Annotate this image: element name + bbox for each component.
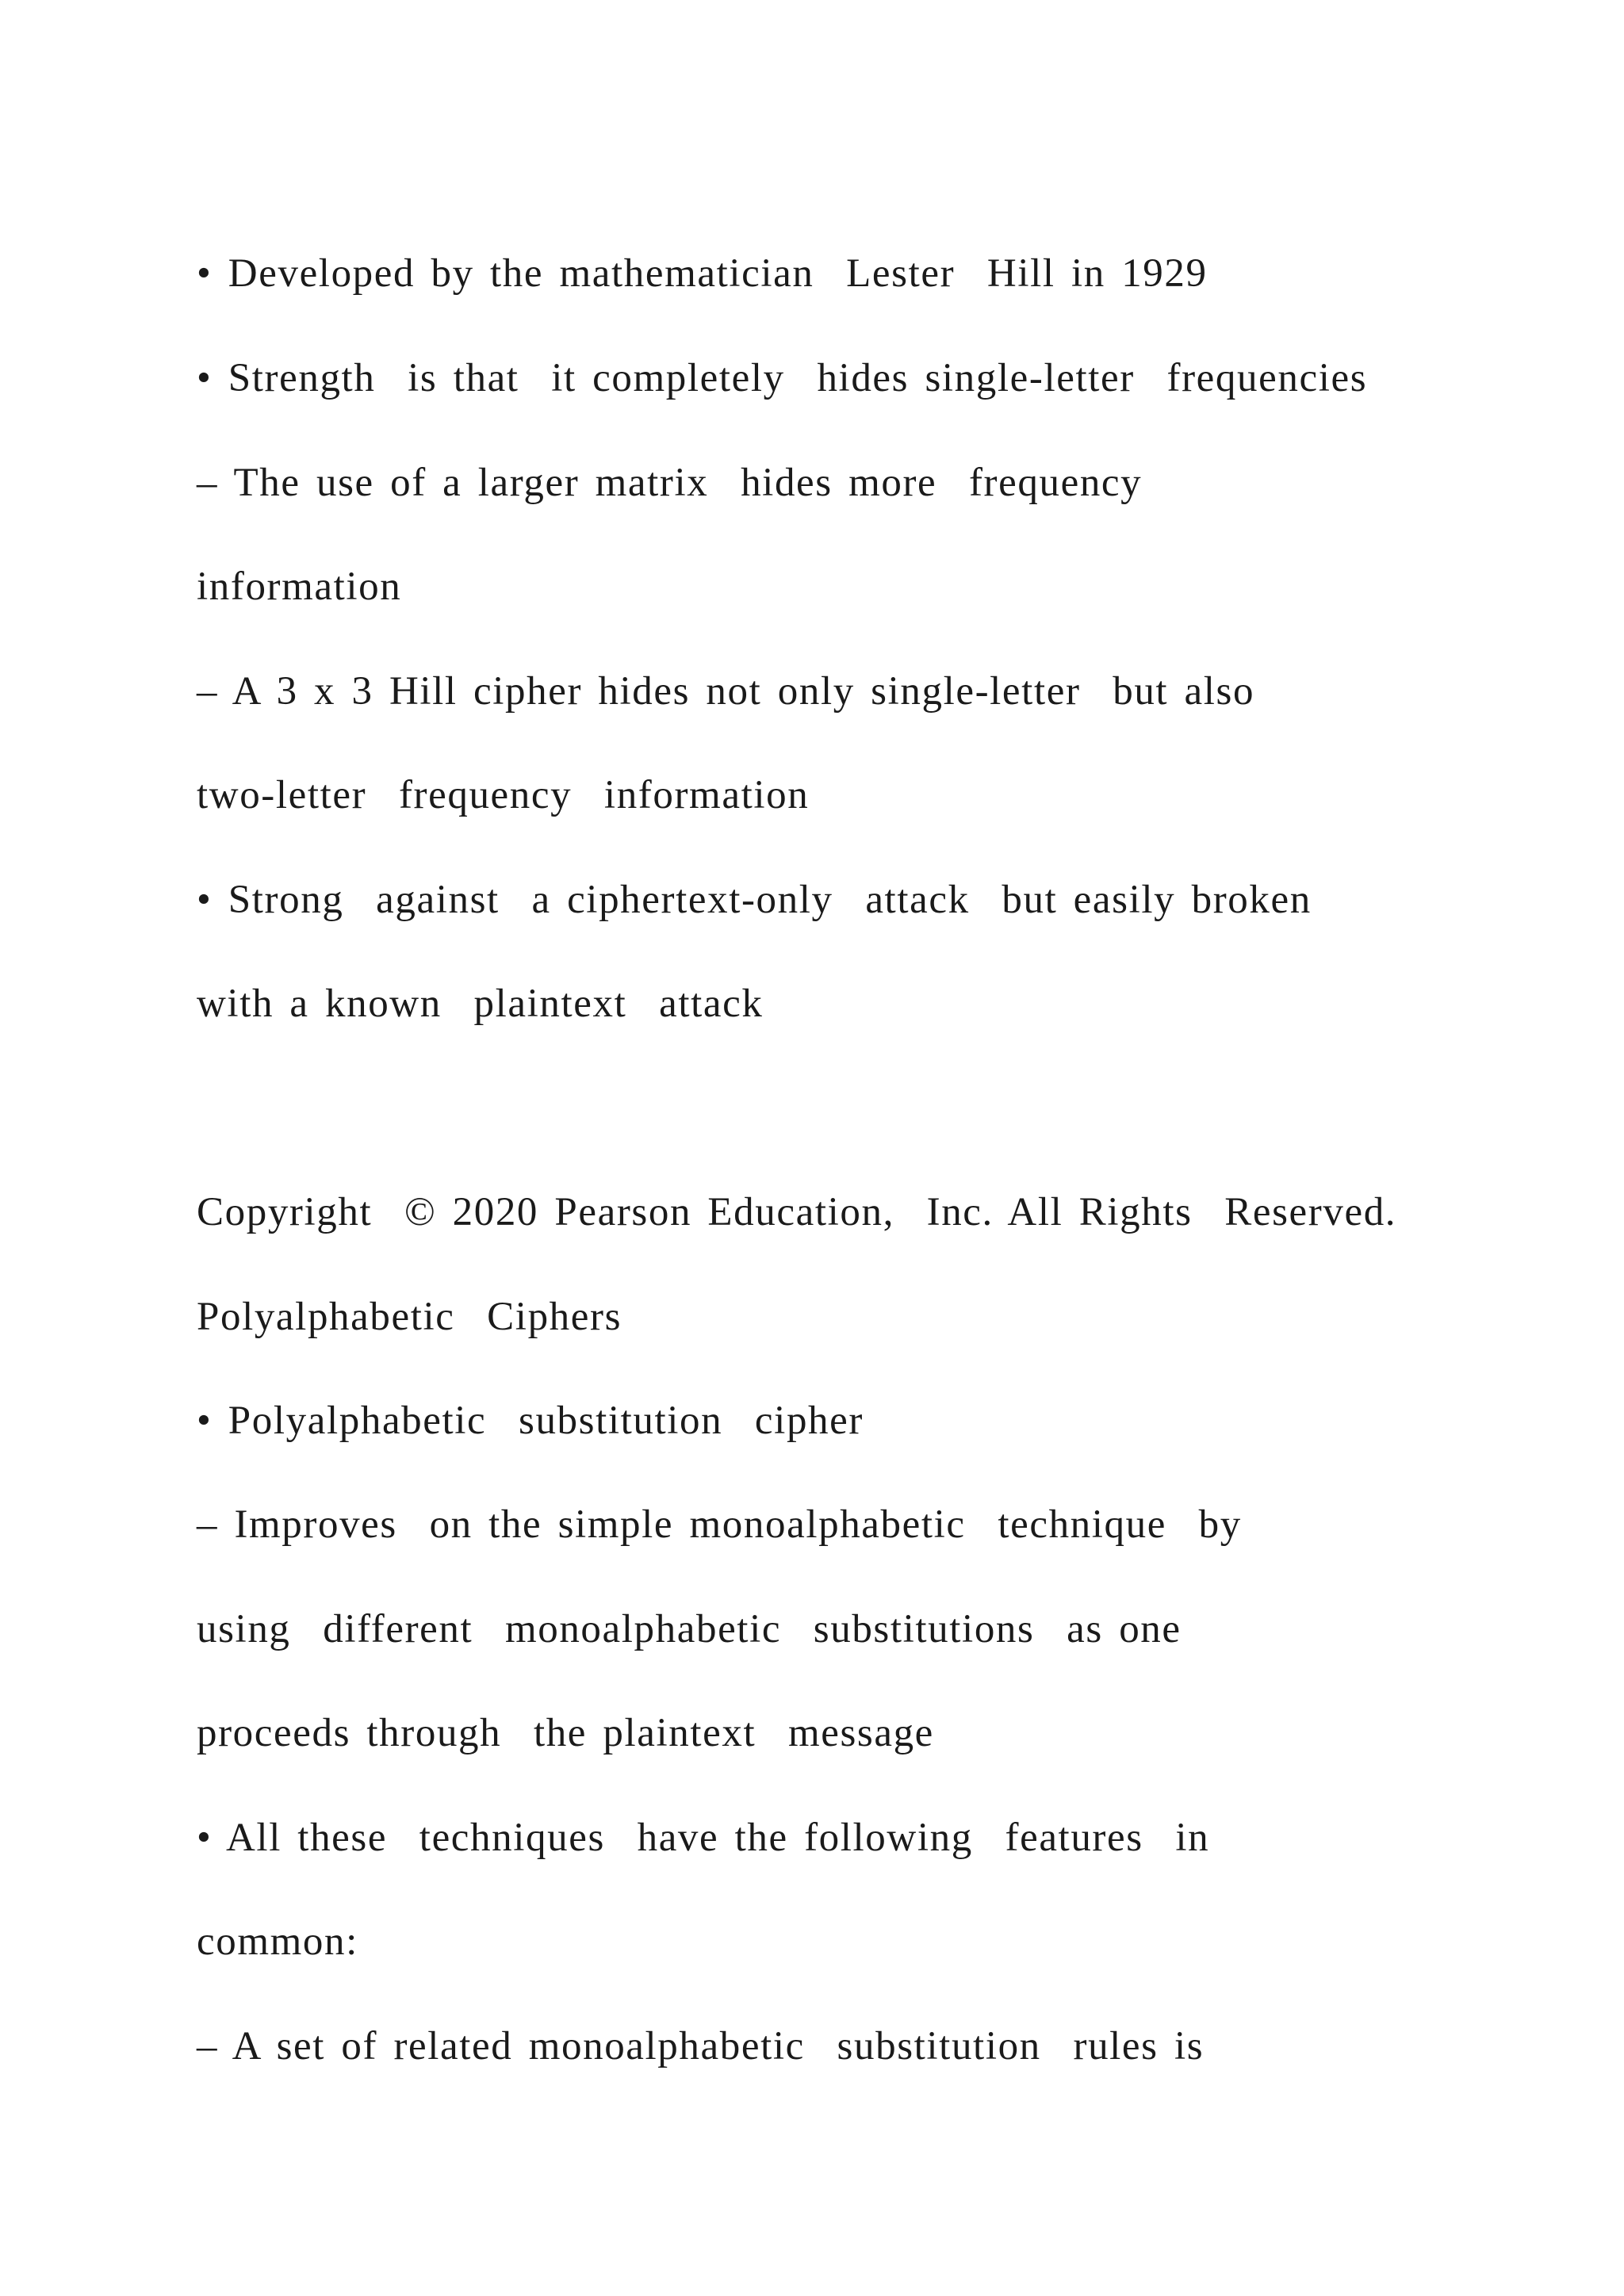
dash-3x3-hill: – A 3 x 3 Hill cipher hides not only single-letter but also	[197, 669, 1255, 714]
bullet-polyalphabetic: • Polyalphabetic substitution cipher	[197, 1399, 864, 1443]
dash-improves-cont-2: proceeds through the plaintext message	[197, 1711, 934, 1755]
bullet-hill-developer: • Developed by the mathematician Lester Hill in 1929	[197, 251, 1208, 296]
section-heading: Polyalphabetic Ciphers	[197, 1295, 622, 1339]
bullet-common-features: • All these techniques have the following features in	[197, 1816, 1210, 1860]
dash-related-rules: – A set of related monoalphabetic substitution rules is	[197, 2024, 1205, 2068]
copyright-notice: Copyright © 2020 Pearson Education, Inc. All Rights Reserved.	[197, 1190, 1397, 1234]
dash-larger-matrix-cont: information	[197, 564, 402, 609]
dash-larger-matrix: – The use of a larger matrix hides more frequency	[197, 461, 1143, 505]
bullet-strength: • Strength is that it completely hides single-letter frequencies	[197, 356, 1368, 400]
bullet-ciphertext-only: • Strong against a ciphertext-only attack but easily broken	[197, 878, 1312, 922]
bullet-common-features-cont: common:	[197, 1919, 358, 1964]
dash-improves: – Improves on the simple monoalphabetic technique by	[197, 1502, 1242, 1547]
dash-3x3-hill-cont: two-letter frequency information	[197, 773, 810, 817]
bullet-ciphertext-only-cont: with a known plaintext attack	[197, 982, 764, 1026]
dash-improves-cont-1: using different monoalphabetic substitutions as one	[197, 1607, 1182, 1651]
